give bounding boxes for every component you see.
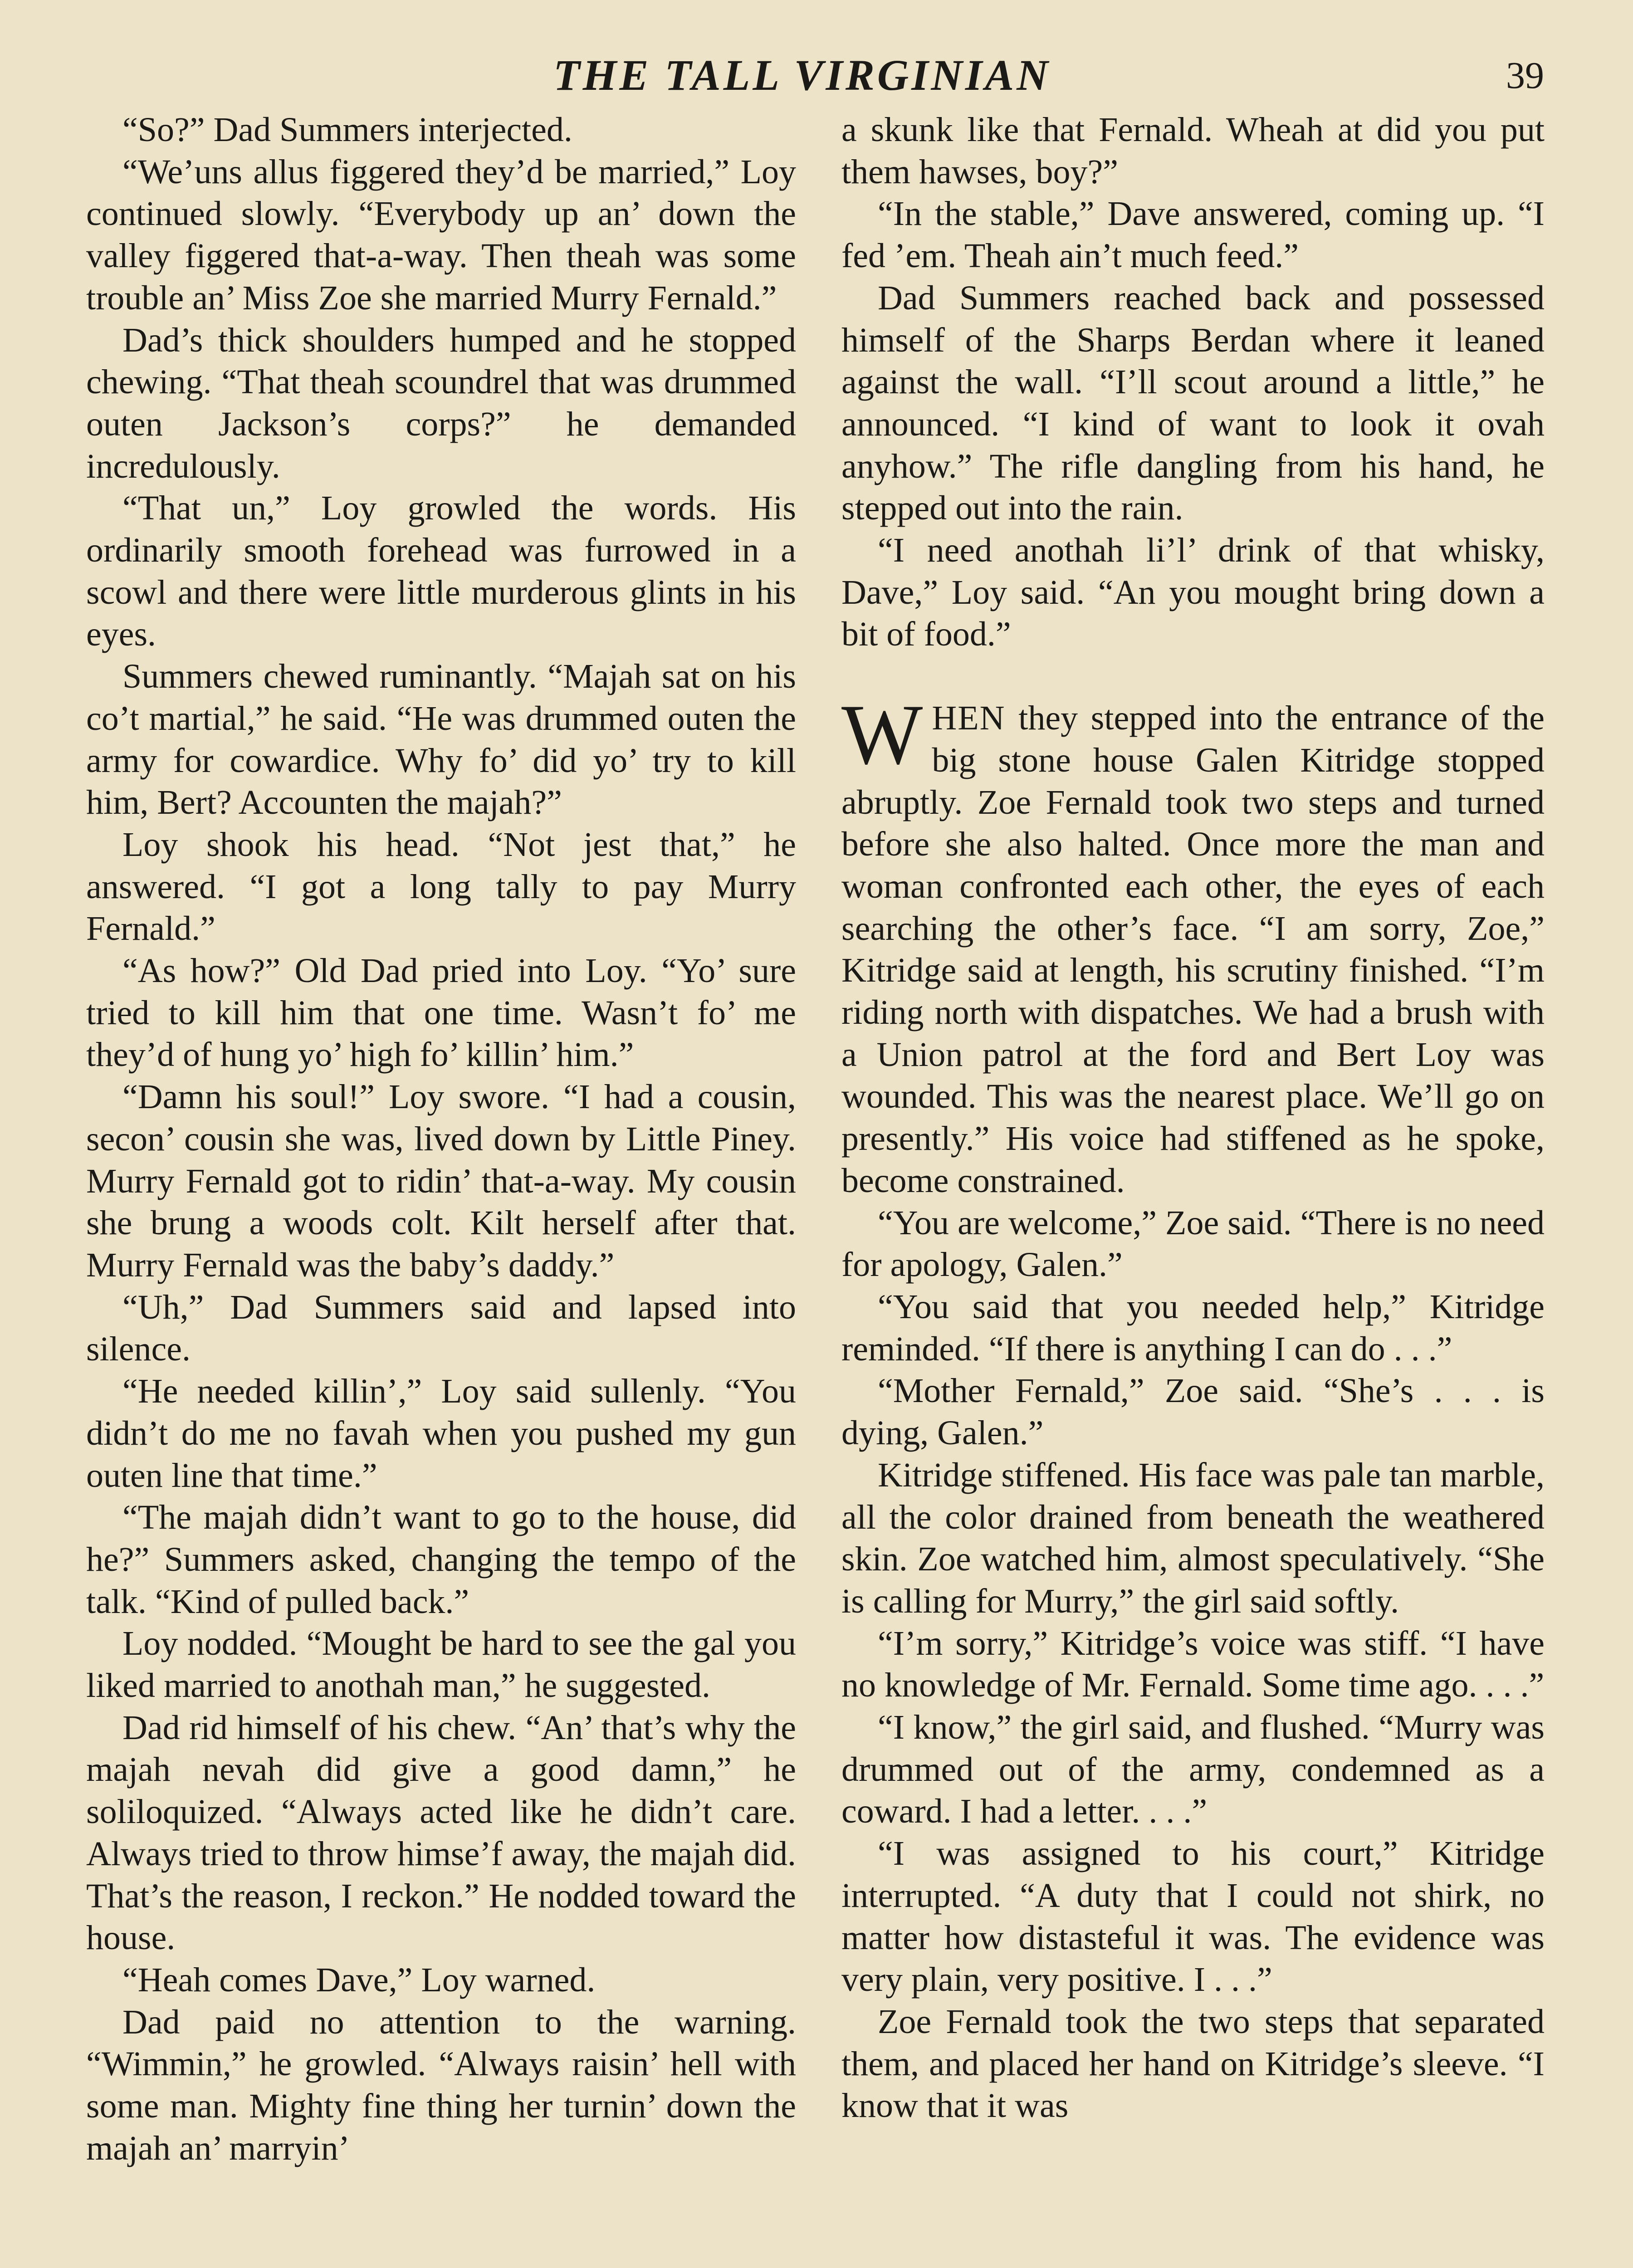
paragraph: “So?” Dad Summers interjected. xyxy=(122,111,572,149)
paragraph: Dad’s thick shoulders humped and he stopped chewing. “That theah scoundrel that was drummed outen Jackson’s corps?” he demanded incredulously. xyxy=(86,321,796,485)
paragraph: “I was assigned to his court,” Kitridge interrupted. “A duty that I could not shirk, no matter how distasteful it was. The evidence was very plain, very positive. I . . .” xyxy=(841,1834,1545,1999)
paragraph: “Damn his soul!” Loy swore. “I had a cousin, secon’ cousin she was, lived down by Little Piney. Murry Fernald got to ridin’ that-a-way. My cousin she brung a woods colt. Kilt herself after that. Murry Fernald was the baby’s daddy.” xyxy=(86,1078,796,1284)
page-number: 39 xyxy=(1506,54,1544,97)
paragraph: “Uh,” Dad Summers said and lapsed into silence. xyxy=(86,1288,796,1369)
drop-cap: W xyxy=(841,687,923,783)
paragraph: “You said that you needed help,” Kitridge reminded. “If there is anything I can do . . .” xyxy=(841,1287,1545,1368)
paragraph: “Mother Fernald,” Zoe said. “She’s . . . is dying, Galen.” xyxy=(841,1372,1545,1452)
section-opening-paragraph xyxy=(841,687,1545,1202)
running-title: THE TALL VIRGINIAN xyxy=(553,51,1051,99)
paragraph: Kitridge stiffened. His face was pale tan marble, all the color drained from beneath the weathered skin. Zoe watched him, almost speculatively. “She is calling for Murry,” the girl said softly. xyxy=(841,1456,1545,1620)
paragraph: “In the stable,” Dave answered, coming up. “I fed ’em. Theah ain’t much feed.” xyxy=(841,195,1545,275)
section-opening-text: they stepped into the entrance of the big stone house Galen Kitridge stopped abruptly. Zoe Fernald took two steps and turned before she also halted. Once more the man and woman confronted each other, the eyes of each searching the other’s face. “I am sorry, Zoe,” Kitridge said at length, his scrutiny finished. “I’m riding north with dispatches. We had a brush with a Union patrol at the ford and Bert Loy was wounded. This was the nearest place. We’ll go on presently.” His voice had stiffened as he spoke, become constrained. xyxy=(841,699,1545,1200)
left-column xyxy=(86,109,796,2169)
paragraph-continued: a skunk like that Fernald. Wheah at did you put them hawses, boy?” xyxy=(841,111,1545,191)
running-head xyxy=(0,50,1633,100)
paragraph: Zoe Fernald took the two steps that separated them, and placed her hand on Kitridge’s sleeve. “I know that it was xyxy=(841,2002,1545,2125)
right-column xyxy=(841,109,1545,2127)
paragraph: “I know,” the girl said, and flushed. “Murry was drummed out of the army, condemned as a coward. I had a letter. . . .” xyxy=(841,1708,1545,1831)
paragraph: “That un,” Loy growled the words. His ordinarily smooth forehead was furrowed in a scowl and there were little murderous glints in his eyes. xyxy=(86,489,796,654)
paragraph: “You are welcome,” Zoe said. “There is no need for apology, Galen.” xyxy=(841,1203,1545,1284)
paragraph: “I need anothah li’l’ drink of that whisky, Dave,” Loy said. “An you mought bring down a bit of food.” xyxy=(841,531,1545,654)
paragraph: Loy nodded. “Mought be hard to see the gal you liked married to anothah man,” he suggested. xyxy=(86,1624,796,1705)
paragraph: Dad rid himself of his chew. “An’ that’s why the majah nevah did give a good damn,” he soliloquized. “Always acted like he didn’t care. Always tried to throw himse’f away, the majah did. That’s the reason, I reckon.” He nodded toward the house. xyxy=(86,1708,796,1957)
paragraph: Summers chewed ruminantly. “Majah sat on his co’t martial,” he said. “He was drummed outen the army for cowardice. Why fo’ did yo’ try to kill him, Bert? Accounten the majah?” xyxy=(86,657,796,822)
paragraph: Loy shook his head. “Not jest that,” he answered. “I got a long tally to pay Murry Fernald.” xyxy=(86,825,796,948)
paragraph: “As how?” Old Dad pried into Loy. “Yo’ sure tried to kill him that one time. Wasn’t fo’ me they’d of hung yo’ high fo’ killin’ him.” xyxy=(86,952,796,1074)
small-caps-lead: HEN xyxy=(932,699,1006,738)
paragraph: “He needed killin’,” Loy said sullenly. “You didn’t do me no favah when you pushed my gun outen line that time.” xyxy=(86,1372,796,1495)
paragraph: Dad Summers reached back and possessed himself of the Sharps Berdan where it leaned against the wall. “I’ll scout around a little,” he announced. “I kind of want to look it ovah anyhow.” The rifle dangling from his hand, he stepped out into the rain. xyxy=(841,279,1545,528)
paragraph: “We’uns allus figgered they’d be married,” Loy continued slowly. “Everybody up an’ down the valley figgered that-a-way. Then theah was some trouble an’ Miss Zoe she married Murry Fernald.” xyxy=(86,152,796,317)
paragraph: “Heah comes Dave,” Loy warned. xyxy=(122,1960,596,1999)
paragraph: Dad paid no attention to the warning. “Wimmin,” he growled. “Always raisin’ hell with some man. Mighty fine thing her turnin’ down the majah an’ marryin’ xyxy=(86,2003,796,2167)
paragraph: “I’m sorry,” Kitridge’s voice was stiff. “I have no knowledge of Mr. Fernald. Some time ago. . . .” xyxy=(841,1624,1545,1705)
paragraph: “The majah didn’t want to go to the house, did he?” Summers asked, changing the tempo of the talk. “Kind of pulled back.” xyxy=(86,1498,796,1621)
